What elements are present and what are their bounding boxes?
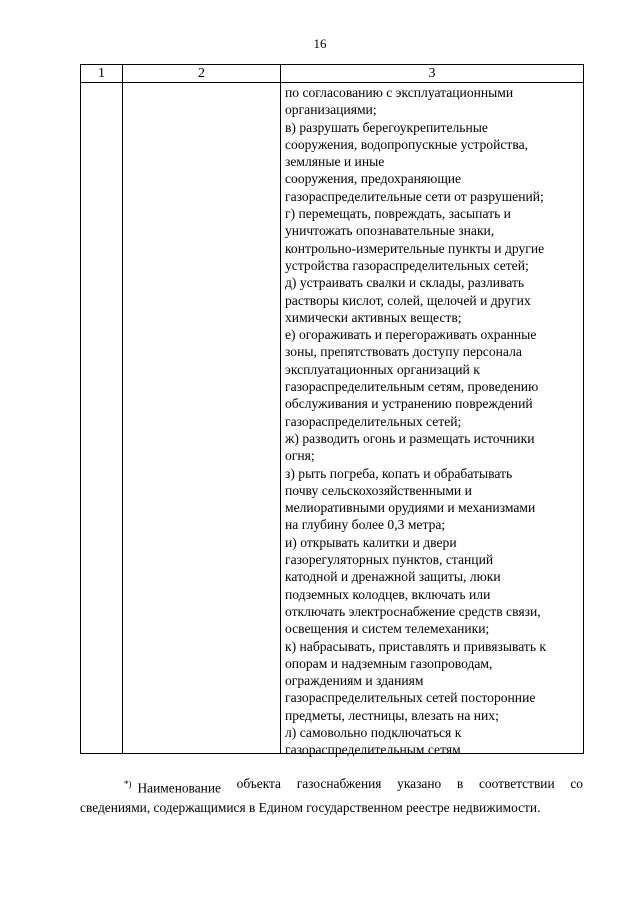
table-header-row xyxy=(81,65,584,83)
text-line: газораспределительных сетей посторонние xyxy=(285,690,536,706)
footnote-word: со xyxy=(570,776,583,791)
text-line: з) рыть погреба, копать и обрабатывать xyxy=(285,465,513,481)
text-line: ж) разводить огонь и размещать источники xyxy=(285,430,535,446)
text-line: организациями; xyxy=(285,102,377,118)
text-line: в) разрушать берегоукрепительные xyxy=(285,119,488,135)
text-line: обслуживания и устранению повреждений xyxy=(285,396,533,412)
document-table xyxy=(80,64,584,758)
text-line: эксплуатационных организаций к xyxy=(285,361,480,377)
text-line: устройства газораспределительных сетей; xyxy=(285,257,529,273)
text-line: растворы кислот, солей, щелочей и других xyxy=(285,292,531,308)
text-line: освещения и систем телемеханики; xyxy=(285,621,490,637)
footnote-word: соответствии xyxy=(478,776,555,791)
footnote-line-1 xyxy=(80,774,583,798)
footnote-word: газоснабжения xyxy=(296,776,382,791)
text-line: огня; xyxy=(285,448,315,464)
text-line: уничтожать опознавательные знаки, xyxy=(285,223,495,239)
footnote-line-2: сведениями, содержащимися в Едином государственном реестре недвижимости. xyxy=(80,800,541,816)
text-line: земляные и иные xyxy=(285,154,385,170)
page-number: 16 xyxy=(313,36,327,51)
text-line: г) перемещать, повреждать, засыпать и xyxy=(285,206,511,222)
column-header-1: 1 xyxy=(81,65,123,83)
text-line: газораспределительные сети от разрушений; xyxy=(285,188,544,204)
footnote xyxy=(80,774,583,818)
footnote-word: объекта xyxy=(236,776,281,791)
text-line: е) огораживать и перегораживать охранные xyxy=(285,327,537,343)
restrictions-text xyxy=(281,83,583,758)
table-row xyxy=(81,83,584,754)
text-line: мелиоративными орудиями и механизмами xyxy=(285,500,536,516)
text-line: д) устраивать свалки и склады, разливать xyxy=(285,275,525,291)
text-line: и) открывать калитки и двери xyxy=(285,534,457,550)
footnote-word: *) Наименование xyxy=(124,779,221,796)
text-line: сооружения, предохраняющие xyxy=(285,171,462,187)
text-line: зоны, препятствовать доступу персонала xyxy=(285,344,522,360)
text-line: л) самовольно подключаться к xyxy=(285,724,462,740)
cell-column-1 xyxy=(81,83,123,754)
text-line: отключать электроснабжение средств связи, xyxy=(285,603,541,619)
text-line: к) набрасывать, приставлять и привязывать к xyxy=(285,638,547,654)
text-line: газораспределительным сетям, проведению xyxy=(285,379,539,395)
text-line: химически активных веществ; xyxy=(285,309,462,325)
text-line: почву сельскохозяйственными и xyxy=(285,482,472,498)
footnote-word: указано xyxy=(397,776,442,791)
text-line: подземных колодцев, включать или xyxy=(285,586,491,602)
cell-column-2 xyxy=(123,83,281,754)
column-header-3: 3 xyxy=(281,65,584,83)
text-line: опорам и надземным газопроводам, xyxy=(285,655,493,671)
text-line: газораспределительным сетям xyxy=(285,742,461,758)
footnote-word: в xyxy=(456,776,464,791)
text-line: катодной и дренажной защиты, люки xyxy=(285,569,501,585)
text-line: предметы, лестницы, влезать на них; xyxy=(285,707,499,723)
text-line: газорегуляторных пунктов, станций xyxy=(285,552,494,568)
text-line: контрольно-измерительные пункты и другие xyxy=(285,240,545,256)
column-header-2: 2 xyxy=(123,65,281,83)
text-line: сооружения, водопропускные устройства, xyxy=(285,136,529,152)
cell-column-3 xyxy=(281,83,584,758)
footnote-marker: *) xyxy=(124,779,132,789)
text-line: газораспределительных сетей; xyxy=(285,413,462,429)
text-line: ограждениям и зданиям xyxy=(285,673,424,689)
text-line: по согласованию с эксплуатационными xyxy=(285,85,514,100)
text-line: на глубину более 0,3 метра; xyxy=(285,517,446,533)
